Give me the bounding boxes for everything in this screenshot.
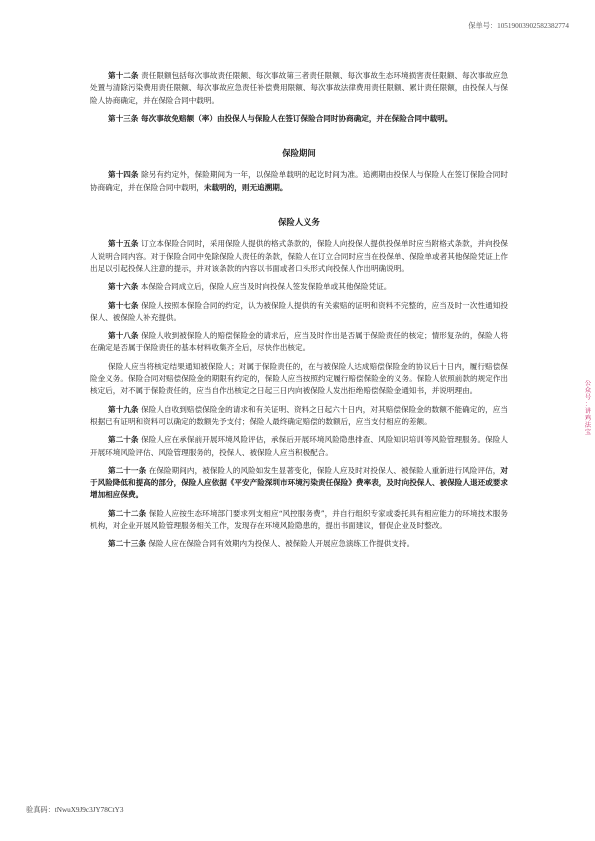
stamp-char: 号: [584, 394, 592, 401]
article-19: [90, 404, 508, 429]
article-22: [90, 508, 508, 533]
article-text-bold: 未载明的，则无追溯期。: [203, 182, 288, 192]
side-watermark-stamp: [584, 380, 592, 436]
article-text-bold: 对于风险降低和提高的部分，保险人应依据《平安产险深圳市环境污染责任保险》费率表，及时向投保人、被保险人退还或要求增加相应保费。: [90, 465, 508, 500]
stamp-char: ：: [584, 401, 592, 408]
document-body: [90, 70, 508, 557]
article-17: [90, 300, 508, 325]
article-text: 保险人应在保险合同有效期内为投保人、被保险人开展应急演练工作提供支持。: [148, 539, 415, 549]
article-text: 保险人应在承保前开展环境风险评估，承保后开展环境风险隐患排查、风险知识培训等风险管理服务。保险人开展环境风险评估、风险管理服务的，投保人、被保险人应当积极配合。: [90, 435, 508, 457]
article-18: [90, 330, 508, 355]
stamp-char: 鸡: [584, 415, 592, 422]
stamp-char: 众: [584, 387, 592, 394]
article-text: 本保险合同成立后，保险人应当及时向投保人签发保险单或其他保险凭证。: [140, 282, 392, 292]
article-number: 第十三条: [108, 113, 139, 123]
article-21: [90, 465, 508, 502]
article-20: [90, 434, 508, 459]
article-text: 保险人应当将核定结果通知被保险人；对属于保险责任的，在与被保险人达成赔偿保险金的协议后十日内，履行赔偿保险金义务。保险合同对赔偿保险金的期限有约定的，保险人应当按照约定履行赔偿保险金的义务。保险人依照前款的规定作出核定后，对不属于保险责任的，应当自作出核定之日起三日内向被保险人发出拒绝赔偿保险金通知书，并说明理由。: [90, 361, 508, 396]
article-number: 第二十二条: [108, 508, 147, 518]
stamp-char: 法: [584, 422, 592, 429]
article-number: 第十八条: [108, 331, 139, 341]
article-number: 第十五条: [108, 239, 139, 249]
article-16: [90, 281, 508, 293]
article-text: 保险人按照本保险合同的约定，认为被保险人提供的有关索赔的证明和资料不完整的，应当及时一次性通知投保人、被保险人补充提供。: [90, 300, 508, 322]
article-15: [90, 238, 508, 275]
article-number: 第十四条: [108, 170, 139, 180]
article-13: [90, 113, 508, 125]
article-number: 第二十三条: [108, 539, 146, 549]
section-title-period: 保险期间: [282, 148, 316, 159]
article-number: 第十九条: [108, 404, 139, 414]
article-23: [90, 538, 508, 550]
article-12: [90, 70, 508, 107]
article-14: [90, 169, 508, 194]
article-text: 保险人收到被保险人的赔偿保险金的请求后，应当及时作出是否属于保险责任的核定；情形复杂的，保险人将在确定是否属于保险责任的基本材料收集齐全后，尽快作出核定。: [90, 331, 508, 353]
article-number: 第二十条: [108, 435, 139, 445]
article-number: 第十六条: [108, 282, 139, 292]
article-text: 每次事故免赔额（率）由投保人与保险人在签订保险合同时协商确定，并在保险合同中载明。: [141, 113, 453, 123]
article-text: 保险人应按生态环境部门要求列支相应“风控服务费”，并自行组织专家或委托具有相应能力的环境技术服务机构，对企业开展风险管理服务相关工作，发现存在环境风险隐患的，提出书面建议，督促企业及时整改。: [90, 508, 509, 531]
verification-code: 验真码：tNwuX9J9c3JY78CtY3: [26, 806, 124, 814]
article-number: 第二十一条: [108, 465, 147, 475]
article-text: 保险人自收到赔偿保险金的请求和有关证明、资料之日起六十日内，对其赔偿保险金的数额不能确定的，应当根据已有证明和资料可以确定的数额先予支付；保险人最终确定赔偿的数额后，应当支付相应的差额。: [90, 404, 508, 426]
article-18-continued: [90, 361, 508, 398]
policy-number: 保单号：10519003902582382774: [468, 22, 569, 30]
stamp-char: 宝: [584, 429, 592, 436]
article-number: 第十二条: [108, 71, 139, 80]
article-text: 订立本保险合同时，采用保险人提供的格式条款的，保险人向投保人提供投保单时应当附格式条款，并向投保人说明合同内容。对于保险合同中免除保险人责任的条款，保险人在订立合同时应当在投保单、保险单或者其他保险凭证上作出足以引起投保人注意的提示，并对该条款的内容以书面或者口头形式向投保人作出明确说明。: [90, 239, 508, 273]
article-text: 责任限额包括每次事故责任限额、每次事故第三者责任限额、每次事故生态环境损害责任限额、每次事故应急处置与清除污染费用责任限额、每次事故应急责任补偿费用限额、每次事故法律费用责任限额、累计责任限额，由投保人与保险人协商确定，并在保险合同中载明。: [90, 71, 508, 105]
section-title-obligations: 保险人义务: [278, 217, 320, 228]
article-text: 除另有约定外，保险期间为一年，以保险单载明的起讫时间为准。追溯期由投保人与保险人在签订保险合同时协商确定，并在保险合同中载明，: [90, 170, 508, 192]
article-text: 在保险期间内，被保险人的风险如发生显著变化，保险人应及时对投保人、被保险人重新进行风险评估，: [148, 465, 501, 475]
stamp-char: 讲: [584, 408, 592, 415]
stamp-char: 公: [584, 380, 592, 387]
article-number: 第十七条: [108, 300, 139, 310]
